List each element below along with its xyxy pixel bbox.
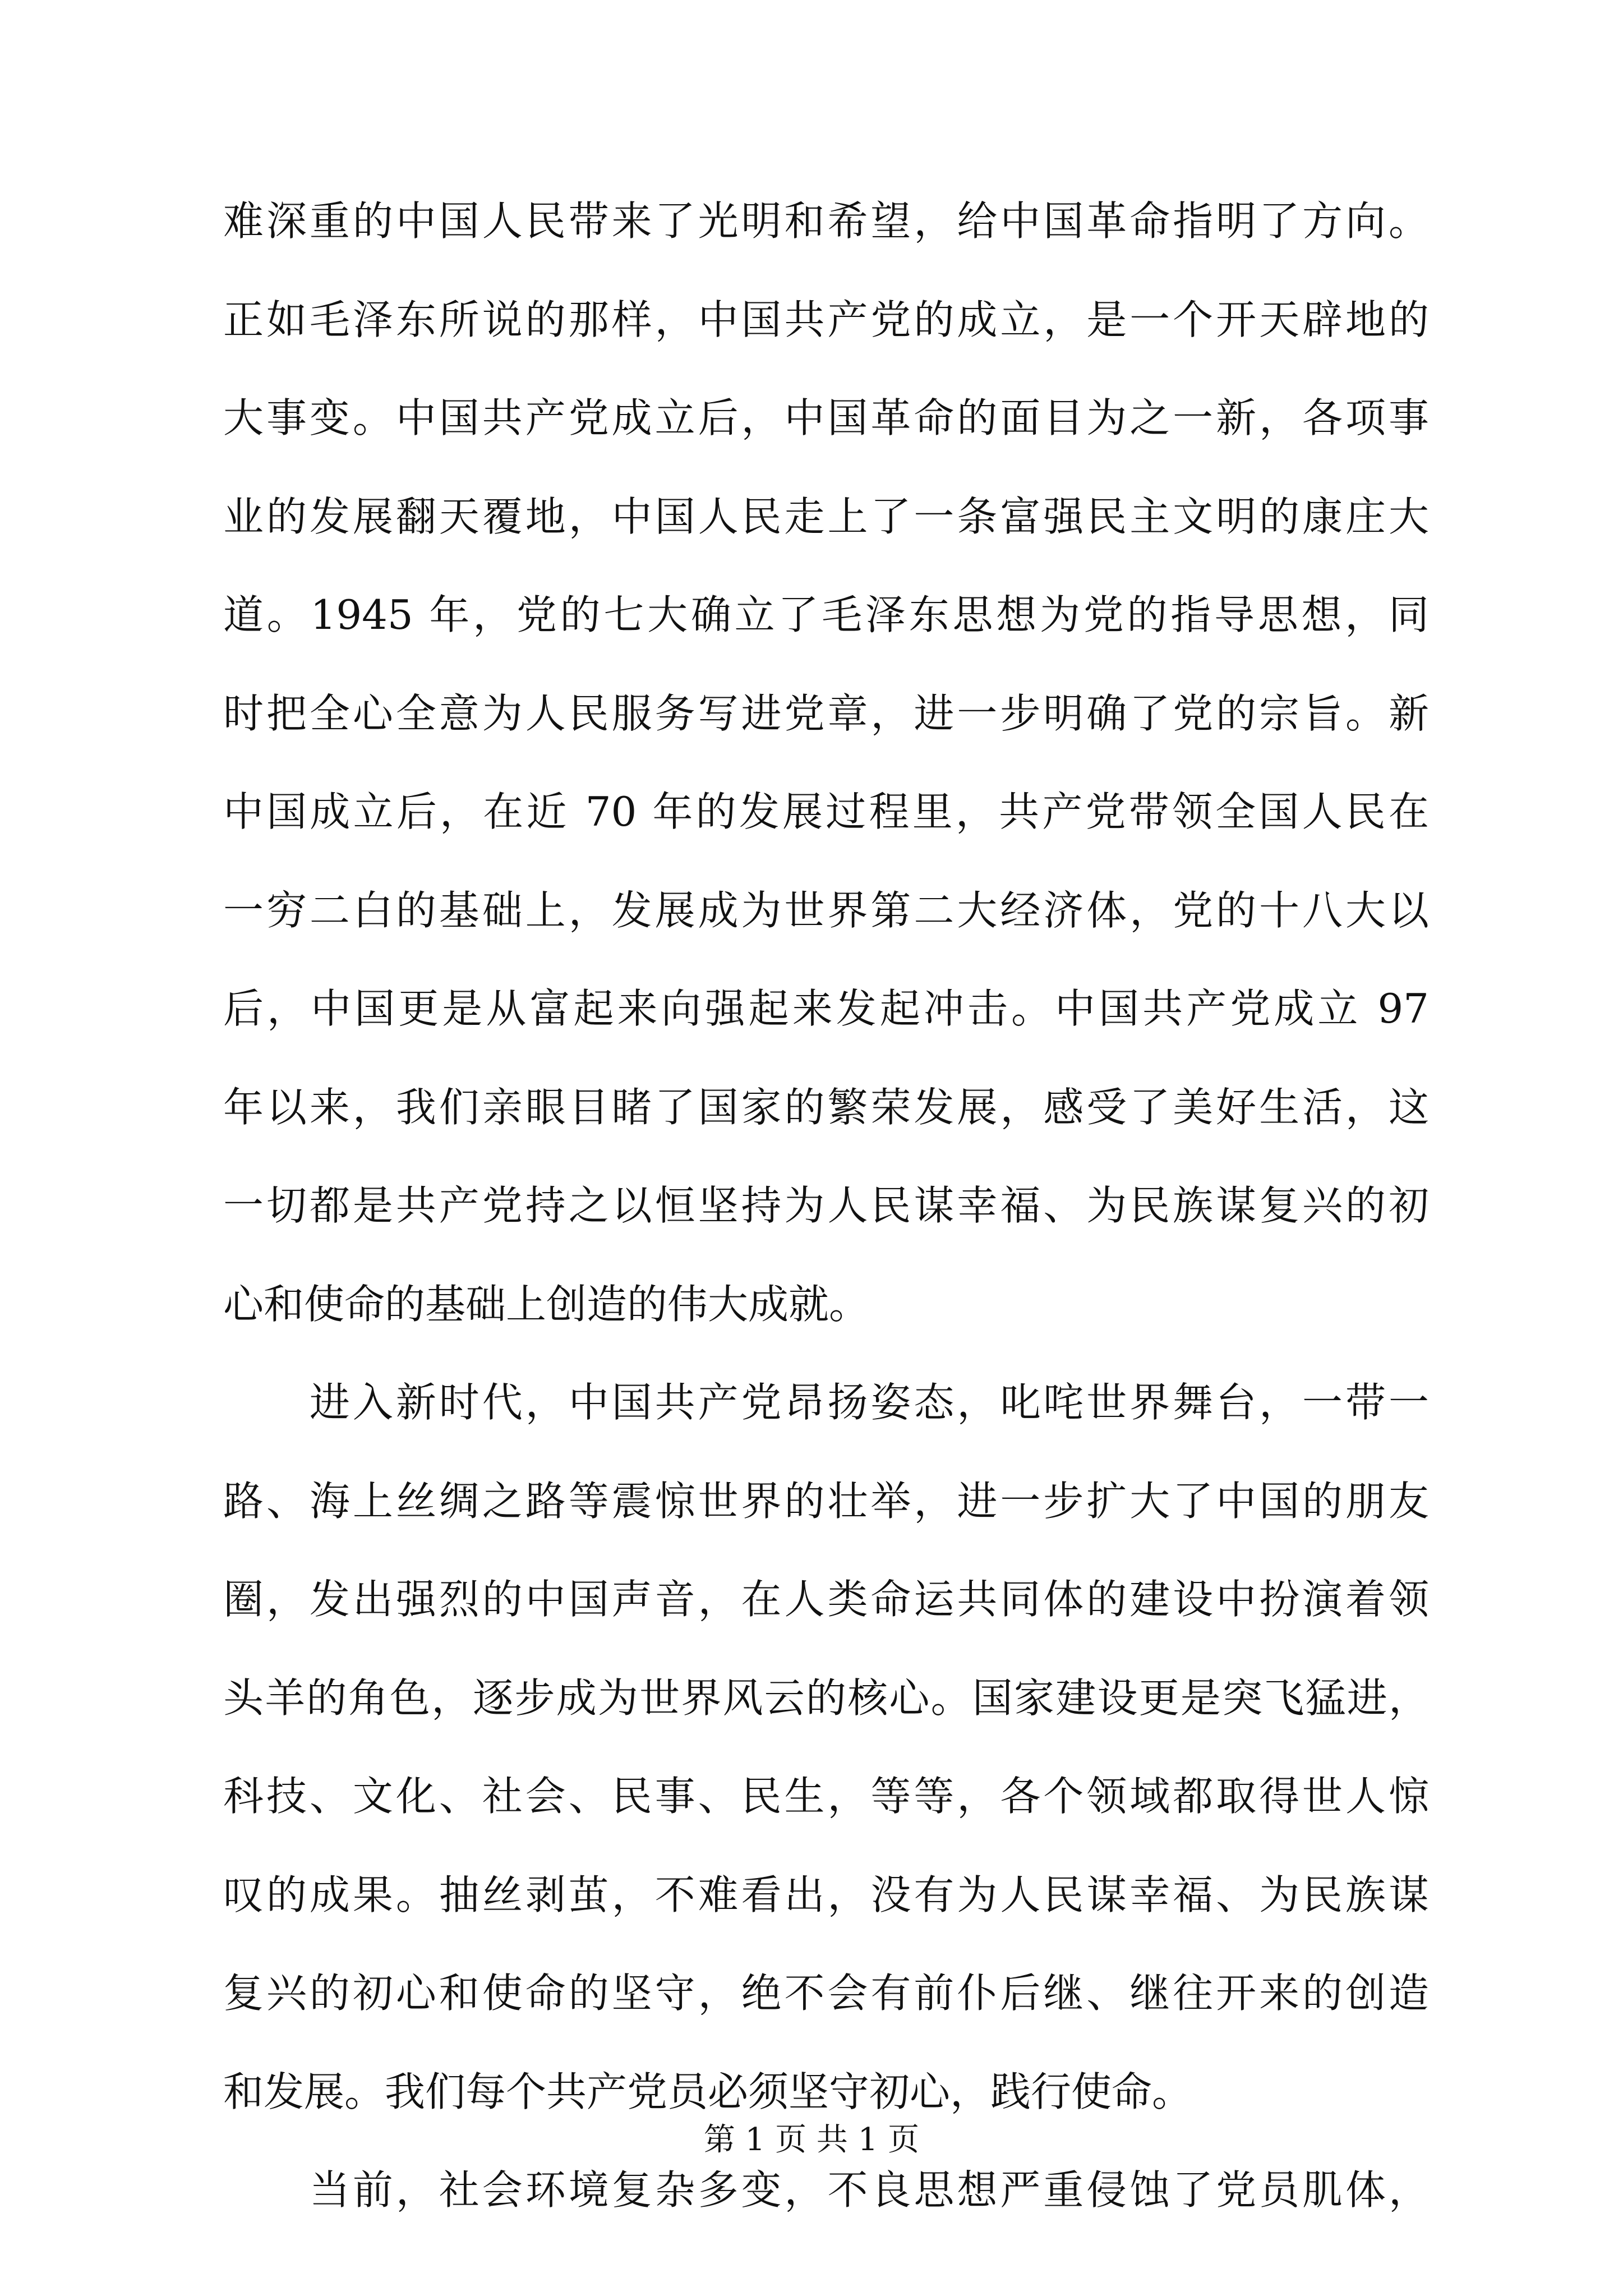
text-line: 头羊的角色，逐步成为世界风云的核心。国家建设更是突飞猛进， <box>223 1674 1429 1722</box>
text-line: 路、海上丝绸之路等震惊世界的壮举，进一步扩大了中国的朋友 <box>223 1477 1429 1525</box>
text-line: 大事变。中国共产党成立后，中国革命的面目为之一新，各项事 <box>223 394 1429 441</box>
text-line: 后，中国更是从富起来向强起来发起冲击。中国共产党成立 97 <box>223 985 1429 1032</box>
body-text <box>223 196 1429 2264</box>
text-line: 心和使命的基础上创造的伟大成就。 <box>223 1280 870 1328</box>
text-line: 一穷二白的基础上，发展成为世界第二大经济体，党的十八大以 <box>223 886 1429 934</box>
text-line: 当前，社会环境复杂多变，不良思想严重侵蚀了党员肌体， <box>223 2166 1429 2214</box>
text-line: 进入新时代，中国共产党昂扬姿态，叱咤世界舞台，一带一 <box>223 1379 1429 1426</box>
text-line: 圈，发出强烈的中国声音，在人类命运共同体的建设中扮演着领 <box>223 1576 1429 1623</box>
page-footer: 第 1 页 共 1 页 <box>703 2122 920 2158</box>
text-line: 和发展。我们每个共产党员必须坚守初心，践行使命。 <box>223 2068 1193 2115</box>
text-line: 中国成立后，在近 70 年的发展过程里，共产党带领全国人民在 <box>223 788 1429 835</box>
text-line: 正如毛泽东所说的那样，中国共产党的成立，是一个开天辟地的 <box>223 296 1429 343</box>
text-line: 难深重的中国人民带来了光明和希望，给中国革命指明了方向。 <box>223 197 1429 245</box>
text-line: 业的发展翻天覆地，中国人民走上了一条富强民主文明的康庄大 <box>223 493 1429 540</box>
text-line: 年以来，我们亲眼目睹了国家的繁荣发展，感受了美好生活，这 <box>223 1083 1429 1131</box>
text-line: 时把全心全意为人民服务写进党章，进一步明确了党的宗旨。新 <box>223 689 1429 737</box>
text-line: 科技、文化、社会、民事、民生，等等，各个领域都取得世人惊 <box>223 1773 1429 1820</box>
text-line: 一切都是共产党持之以恒坚持为人民谋幸福、为民族谋复兴的初 <box>223 1182 1429 1229</box>
text-line: 叹的成果。抽丝剥茧，不难看出，没有为人民谋幸福、为民族谋 <box>223 1871 1429 1918</box>
text-line: 道。1945 年，党的七大确立了毛泽东思想为党的指导思想，同 <box>223 591 1429 638</box>
text-line: 复兴的初心和使命的坚守，绝不会有前仆后继、继往开来的创造 <box>223 1970 1429 2017</box>
